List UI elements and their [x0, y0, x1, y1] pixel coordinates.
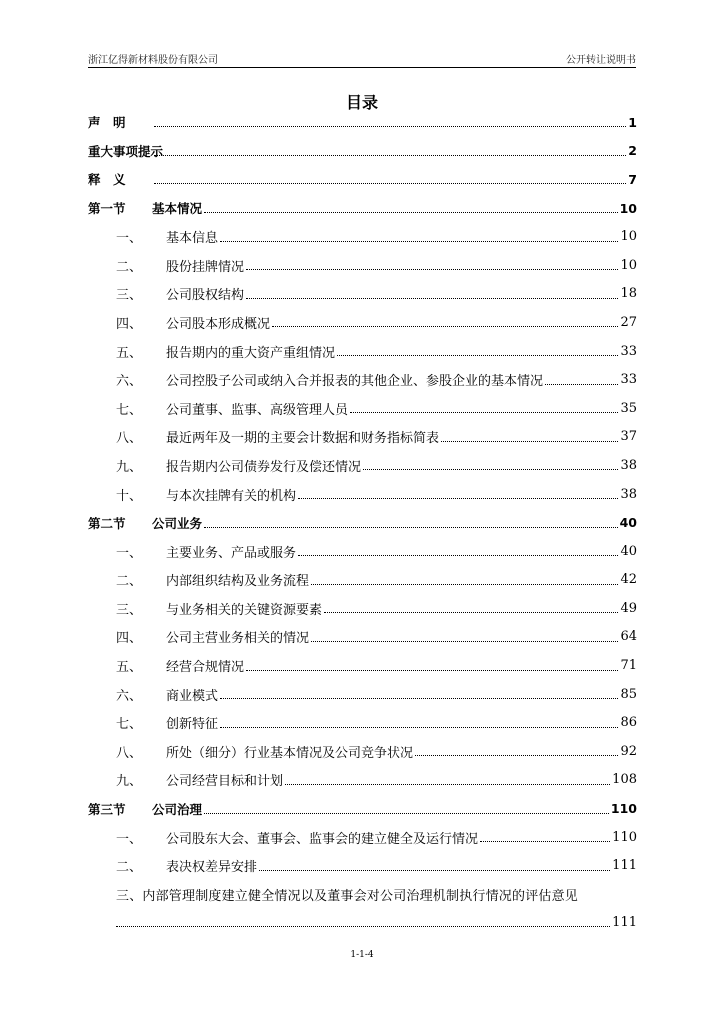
toc-entry-page: 40	[620, 543, 637, 559]
toc-entry-page: 7	[628, 171, 637, 187]
toc-entry-label: 公司股权结构	[166, 288, 245, 304]
toc-entry-page: 111	[612, 858, 637, 874]
toc-entry-page: 18	[620, 286, 637, 302]
toc-entry-number: 七、	[116, 717, 143, 733]
toc-dot-leader	[298, 554, 618, 556]
toc-entry-label: 公司控股子公司或纳入合并报表的其他企业、参股企业的基本情况	[166, 374, 544, 390]
toc-entry-label: 最近两年及一期的主要会计数据和财务指标简表	[166, 431, 440, 447]
toc-entry-number: 二、	[116, 860, 143, 876]
toc-entry[interactable]	[88, 737, 637, 766]
toc-dot-leader	[272, 325, 618, 327]
toc-dot-leader	[259, 869, 610, 871]
toc-entry[interactable]	[88, 680, 637, 709]
toc-entry[interactable]	[88, 851, 637, 880]
toc-entry-wrapped[interactable]	[88, 880, 637, 908]
toc-entry-label: 报告期内公司债券发行及偿还情况	[166, 459, 362, 475]
toc-dot-leader	[220, 697, 618, 699]
toc-entry[interactable]	[88, 823, 637, 852]
toc-dot-leader	[204, 812, 609, 814]
toc-entry-number: 五、	[116, 660, 143, 676]
toc-entry[interactable]	[88, 423, 637, 452]
page-header	[88, 49, 636, 67]
toc-entry-wrapped-continuation[interactable]	[88, 908, 637, 937]
toc-entry-number: 释 义	[88, 172, 126, 188]
toc-entry-page: 1	[628, 114, 637, 130]
toc-dot-leader	[363, 468, 618, 470]
toc-entry[interactable]	[88, 337, 637, 366]
toc-entry-number: 八、	[116, 431, 143, 447]
toc-entry-page: 64	[620, 629, 637, 645]
toc-dot-leader	[154, 182, 626, 184]
toc-entry-label: 公司董事、监事、高级管理人员	[166, 402, 349, 418]
toc-entry[interactable]	[88, 222, 637, 251]
toc-dot-leader	[545, 383, 618, 385]
toc-entry[interactable]	[88, 537, 637, 566]
toc-entry-page: 85	[620, 686, 637, 702]
toc-dot-leader	[311, 640, 618, 642]
toc-dot-leader	[337, 354, 618, 356]
toc-entry-label: 表决权差异安排	[166, 860, 258, 876]
toc-dot-leader	[246, 297, 618, 299]
toc-entry-label: 公司治理	[152, 801, 203, 817]
toc-entry[interactable]	[88, 308, 637, 337]
toc-entry-number: 四、	[116, 631, 143, 647]
toc-title: 目录	[345, 93, 378, 112]
toc-entry[interactable]	[88, 280, 637, 309]
toc-entry-label: 报告期内的重大资产重组情况	[166, 345, 336, 361]
toc-dot-leader	[298, 497, 618, 499]
toc-dot-leader	[311, 583, 618, 585]
toc-entry[interactable]	[88, 594, 637, 623]
toc-entry-label: 商业模式	[166, 688, 219, 704]
toc-entry-number: 第一节	[88, 201, 126, 217]
toc-entry-number: 一、	[116, 831, 143, 847]
toc-entry-page: 92	[620, 743, 637, 759]
toc-entry-page: 42	[620, 572, 637, 588]
toc-entry-label: 公司业务	[152, 515, 203, 531]
toc-entry-label: 所处（细分）行业基本情况及公司竞争状况	[166, 745, 414, 761]
toc-dot-leader	[154, 154, 626, 156]
header-document-type: 公开转让说明书	[566, 55, 636, 66]
toc-entry-label: 基本信息	[166, 231, 219, 247]
toc-entry[interactable]	[88, 365, 637, 394]
toc-entry-page: 27	[620, 314, 637, 330]
toc-entry-number: 二、	[116, 259, 143, 275]
toc-entry-label: 内部组织结构及业务流程	[166, 574, 310, 590]
toc-entry-number: 声 明	[88, 115, 126, 131]
toc-entry-page: 38	[620, 457, 637, 473]
toc-entry[interactable]	[88, 394, 637, 423]
toc-entry-number: 重大事项提示	[88, 143, 164, 159]
toc-dot-leader	[324, 611, 618, 613]
toc-dot-leader	[285, 783, 610, 785]
toc-entry[interactable]	[88, 623, 637, 652]
toc-dot-leader	[246, 268, 618, 270]
toc-entry-label: 公司股本形成概况	[166, 316, 271, 332]
toc-entry-number: 三、	[116, 602, 143, 618]
toc-entry[interactable]	[88, 137, 637, 166]
toc-entry-page: 108	[612, 772, 637, 788]
toc-entry-label: 经营合规情况	[166, 660, 245, 676]
toc-entry-number: 十、	[116, 488, 143, 504]
toc-entry[interactable]	[88, 165, 637, 194]
toc-entry[interactable]	[88, 480, 637, 509]
toc-entry-page: 10	[619, 200, 637, 216]
toc-entry-number: 四、	[116, 316, 143, 332]
toc-entry-page: 10	[620, 229, 637, 245]
toc-entry-label: 与本次挂牌有关的机构	[166, 488, 297, 504]
toc-dot-leader	[154, 125, 626, 127]
toc-entry-number: 二、	[116, 574, 143, 590]
toc-entry-page: 33	[620, 343, 637, 359]
toc-entry-page: 2	[628, 143, 637, 159]
toc-entry-page: 38	[620, 486, 637, 502]
toc-dot-leader	[116, 925, 610, 927]
page-number: 1-1-4	[350, 950, 374, 960]
toc-entry-label: 主要业务、产品或服务	[166, 545, 297, 561]
toc-entry[interactable]	[88, 794, 637, 823]
toc-entry[interactable]	[88, 108, 637, 137]
toc-entry-label: 股份挂牌情况	[166, 259, 245, 275]
toc-dot-leader	[480, 840, 610, 842]
toc-entry-label: 创新特征	[166, 717, 219, 733]
toc-entry-label: 公司股东大会、董事会、监事会的建立健全及运行情况	[166, 831, 479, 847]
toc-entry[interactable]	[88, 194, 637, 223]
toc-dot-leader	[415, 754, 618, 756]
toc-dot-leader	[220, 726, 618, 728]
toc-entry-label: 三、内部管理制度建立健全情况以及董事会对公司治理机制执行情况的评估意见	[116, 888, 579, 904]
toc-dot-leader	[204, 211, 618, 213]
toc-entry-number: 八、	[116, 745, 143, 761]
toc-entry[interactable]	[88, 651, 637, 680]
toc-dot-leader	[220, 240, 618, 242]
toc-entry-number: 九、	[116, 774, 143, 790]
toc-entry-page: 10	[620, 257, 637, 273]
toc-entry[interactable]	[88, 766, 637, 795]
toc-entry-page: 86	[620, 715, 637, 731]
toc-entry[interactable]	[88, 708, 637, 737]
toc-entry-number: 第二节	[88, 515, 126, 531]
toc-entry-number: 三、	[116, 288, 143, 304]
toc-entry-number: 一、	[116, 545, 143, 561]
toc-entry-page: 111	[612, 914, 637, 930]
toc-entry-label: 公司主营业务相关的情况	[166, 631, 310, 647]
toc-entry-page: 49	[620, 600, 637, 616]
table-of-contents	[88, 108, 637, 937]
toc-entry-number: 六、	[116, 374, 143, 390]
toc-entry-page: 110	[612, 829, 637, 845]
toc-entry-page: 33	[620, 372, 637, 388]
toc-entry-number: 第三节	[88, 801, 126, 817]
toc-entry-label: 公司经营目标和计划	[166, 774, 284, 790]
toc-entry-label: 与业务相关的关键资源要素	[166, 602, 323, 618]
header-company-name: 浙江亿得新材料股份有限公司	[88, 55, 218, 66]
toc-entry-number: 七、	[116, 402, 143, 418]
toc-entry[interactable]	[88, 451, 637, 480]
toc-entry-number: 六、	[116, 688, 143, 704]
toc-entry-page: 110	[610, 801, 637, 817]
toc-dot-leader	[350, 411, 618, 413]
toc-entry[interactable]	[88, 508, 637, 537]
toc-entry-page: 71	[620, 658, 637, 674]
toc-entry-page: 40	[619, 515, 637, 531]
header-rule	[88, 67, 636, 68]
toc-entry-label: 基本情况	[152, 201, 203, 217]
toc-entry-number: 九、	[116, 459, 143, 475]
toc-entry-page: 35	[620, 400, 637, 416]
toc-dot-leader	[246, 669, 618, 671]
toc-entry-number: 五、	[116, 345, 143, 361]
toc-entry[interactable]	[88, 251, 637, 280]
toc-entry-number: 一、	[116, 231, 143, 247]
toc-entry[interactable]	[88, 566, 637, 595]
toc-dot-leader	[204, 526, 618, 528]
toc-entry-page: 37	[620, 429, 637, 445]
toc-dot-leader	[441, 440, 618, 442]
